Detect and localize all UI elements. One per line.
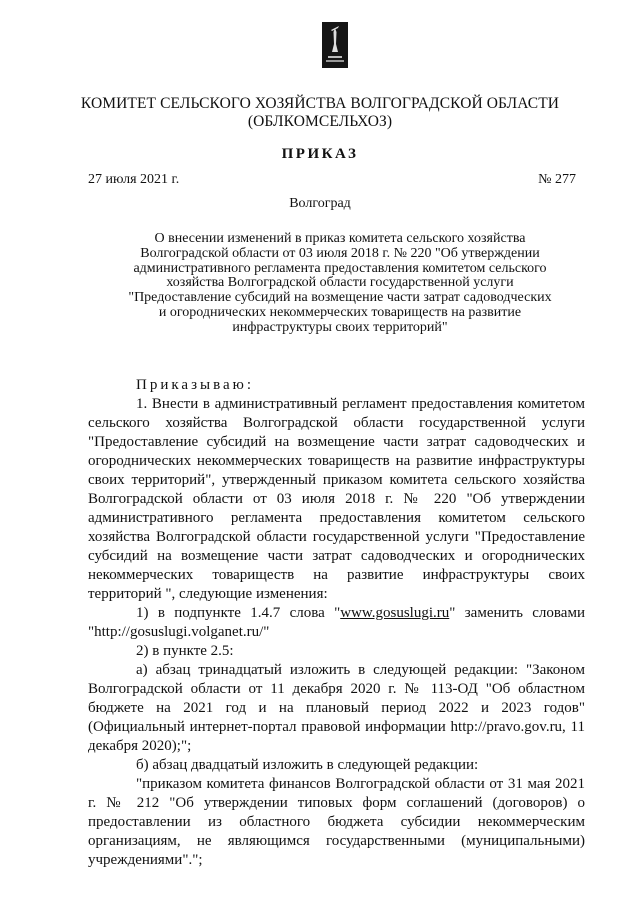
order-directive: Приказываю:: [136, 377, 254, 393]
subject-line: инфраструктуры своих территорий": [232, 319, 448, 335]
subject-line: и огороднических некоммерческих товариществ на развитие: [158, 304, 522, 320]
subject-line: хозяйства Волгоградской области государственной услуги: [166, 275, 514, 291]
paragraph-3: 2) в пункте 2.5:: [136, 643, 234, 659]
subject-line: "Предоставление субсидий на возмещение части затрат садоводческих: [128, 290, 552, 306]
document-type-title: ПРИКАЗ: [281, 146, 359, 162]
city-name: Волгоград: [289, 196, 351, 211]
order-body: [88, 376, 585, 870]
paragraph-6: "приказом комитета финансов Волгоградской области от 31 мая 2021 г. № 212 "Об утверждении типовых форм соглашений (договоров) о предоставлении из областного бюджета субсидии некоммерческим организациям, не являющимся государственными (муниципальными) учреждениями".";: [88, 776, 585, 868]
subject-line: О внесении изменений в приказ комитета сельского хозяйства: [154, 231, 526, 246]
subject-line: Волгоградской области от 03 июля 2018 г. № 220 "Об утверждении: [140, 245, 540, 261]
paragraph-2: [88, 604, 585, 642]
paragraph-2-text-end: " заменить словами "http://gosuslugi.volganet.ru/": [88, 605, 585, 640]
subject-line: административного регламента предоставления комитетом сельского: [133, 260, 547, 276]
order-subject: [100, 232, 580, 336]
organization-name: КОМИТЕТ СЕЛЬСКОГО ХОЗЯЙСТВА ВОЛГОГРАДСКОЙ ОБЛАСТИ: [80, 95, 560, 112]
coat-of-arms-emblem: [322, 22, 348, 68]
paragraph-5: б) абзац двадцатый изложить в следующей редакции:: [136, 757, 479, 773]
paragraph-2-text: 1) в подпункте 1.4.7 слова ": [136, 605, 341, 621]
paragraph-1: 1. Внести в административный регламент предоставления комитетом сельского хозяйства Волгоградской области государственной услуги "Предоставление субсидий на возмещение части затрат садоводческих и огороднических некоммерческих товариществ на развитие инфраструктуры своих территорий", утвержденный приказом комитета сельского хозяйства Волгоградской области от 03 июля 2018 г. № 220 "Об утверждении административного регламента предоставления комитетом сельского хозяйства Волгоградской области государственной услуги "Предоставление субсидий на возмещение части затрат садоводческих и огороднических некоммерческих товариществ на развитие инфраструктуры своих территорий ", следующие изменения:: [88, 396, 585, 602]
organization-abbreviation: (ОБЛКОМСЕЛЬХОЗ): [247, 113, 393, 130]
order-number: № 277: [538, 172, 576, 187]
order-date: 27 июля 2021 г.: [88, 172, 180, 187]
gosuslugi-link[interactable]: www.gosuslugi.ru: [340, 605, 450, 621]
paragraph-4: а) абзац тринадцатый изложить в следующей редакции: "Законом Волгоградской области от 11 декабря 2020 г. № 113-ОД "Об областном бюджете на 2021 год и на плановый период 2022 и 2023 годов" (Официальный интернет-портал правовой информации http://pravo.gov.ru, 11 декабря 2020);";: [88, 662, 585, 754]
